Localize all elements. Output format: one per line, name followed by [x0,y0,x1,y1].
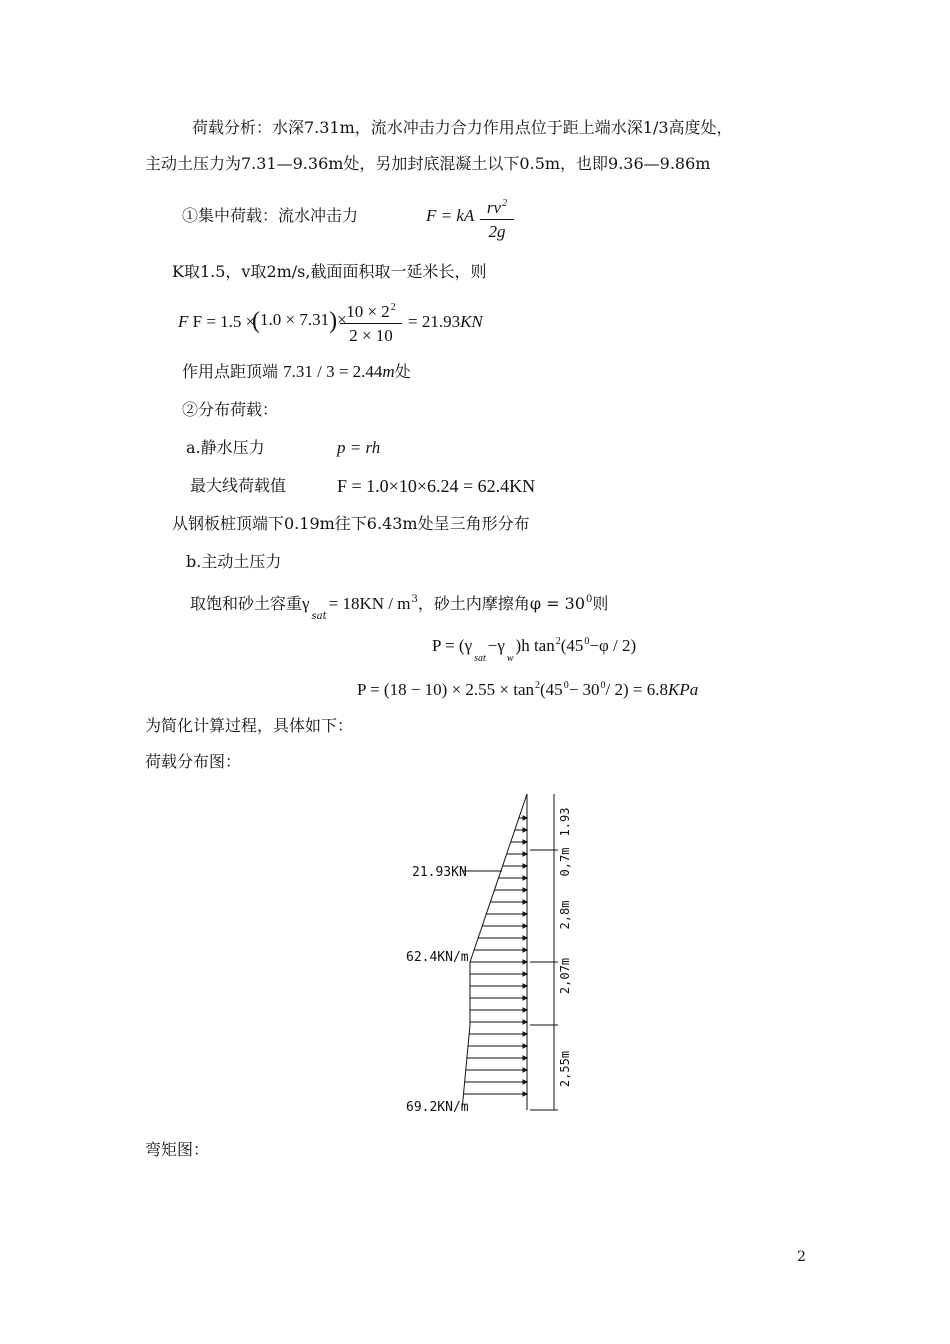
impact-formula-exponent: 2 [502,198,508,209]
dim-label-2: 0,7m [558,847,572,877]
calc1-numerator: 10 × 2 [346,302,390,321]
sat-value: = 18KN / m [328,594,411,613]
impact-formula-denominator: 2g [488,222,506,241]
earth-pressure-calc: $P = (18 - 10) \times 2.55 \times \tan^2(45^0- 30^0/$ 2) = 6.8KPa [357,680,699,699]
load-arrow-head [523,840,527,844]
calc1-denominator: 2 × 10 [349,326,393,345]
load-arrow-head [523,1092,527,1096]
impact-formula-lhs: F = kA [426,206,475,225]
hydrostatic-label: a.静水压力 [186,438,265,457]
load-arrow-head [523,1080,527,1084]
paragraph-line: 荷载分析：水深7.31m，流水冲击力合力作用点位于距上端水深1/3高度处， [192,118,733,137]
max-load-formula: F = 1.0×10×6.24 = 62.4KN [337,476,536,496]
load-arrow-head [523,852,527,856]
action-point-unit: m [382,362,395,381]
calc1-rhs-value: = 21.93 [408,312,461,331]
earth-pressure-formula: $P = (\gamma_{sat}-\gamma_w)h$ $\tan^2(45^0-\varphi / 2)$ [432,636,637,664]
dim-label-1: 1.93 [558,807,572,837]
calc1-lhs-text: F = 1.5 × [192,312,256,331]
triangle-distribution-line: 从钢板桩顶端下0.19m往下6.43m处呈三角形分布 [172,514,530,533]
sat-degree: 0 [586,594,593,605]
calc1-exponent: 2 [390,302,396,313]
action-point-suffix: 处 [394,362,411,381]
load-arrow-head [523,984,527,988]
load-arrow-head [523,912,527,916]
dim-label-5: 2,55m [558,1050,572,1088]
sat-gamma: γ [302,594,310,613]
load-arrows [464,816,527,1096]
load-arrow-head [523,924,527,928]
load-label-lower: 69.2KN/m [406,1100,469,1115]
sat-middle: ，砂土内摩擦角φ = 30 [417,594,586,613]
sat-suffix: 则 [592,594,609,613]
simplify-line: 为简化计算过程，具体如下： [145,716,354,735]
load-arrow-head [523,1008,527,1012]
impact-formula-numerator: rv [486,198,502,217]
load-arrow-head [523,972,527,976]
load-arrow-head [523,948,527,952]
load-arrow-head [523,1056,527,1060]
paragraph-line: 主动土压力为7.31—9.36m处，另加封底混凝土以下0.5m，也即9.36—9.86m [145,154,711,173]
load-arrow-head [523,900,527,904]
triangle-edge-lower [462,1025,470,1110]
load-arrow-head [523,936,527,940]
force-label: 21.93KN [412,865,467,880]
parameter-line: K取1.5，v取2m/s,截面面积取一延米长，则 [172,262,487,281]
moment-diagram-heading: 弯矩图： [145,1140,210,1159]
action-point-prefix: 作用点距顶端 [182,362,279,381]
dim-label-4: 2,07m [558,957,572,995]
calc1-paren-text: 1.0 × 7.31 [260,310,330,329]
action-point-expr: 7.31 / 3 = 2.44 [283,362,383,381]
load-arrow-head [523,960,527,964]
load-diagram-heading: 荷载分布图： [145,752,242,771]
sat-exponent: 3 [411,594,418,605]
load-arrow-head [523,1068,527,1072]
sat-subscript: sat [311,611,327,622]
load-arrow-head [523,1032,527,1036]
calc1-lhs: F F = 1.5 × [178,312,256,331]
load-arrow-head [523,816,527,820]
load-label-upper: 62.4KN/m [406,950,469,965]
load-arrow-head [523,828,527,832]
load-arrow-head [523,888,527,892]
max-load-label: 最大线荷载值 [190,476,287,495]
page-number: 2 [797,1249,806,1265]
load-arrow-head [523,864,527,868]
calc1-paren: (1.0 × 7.31)× [252,308,347,334]
hydrostatic-formula: p = rh [337,438,381,457]
sat-prefix: 取饱和砂土容重 [190,594,303,613]
calc1-unit: KN [460,312,483,331]
dim-label-3: 2,8m [558,900,572,930]
load-arrow-head [523,1020,527,1024]
load-arrow-head [523,876,527,880]
earth-pressure-label: b.主动土压力 [186,552,282,571]
distributed-load-label: ②分布荷载： [182,400,279,419]
load-arrow-head [523,1044,527,1048]
concentrated-load-label: ①集中荷载：流水冲击力 [182,206,359,225]
load-arrow-head [523,996,527,1000]
